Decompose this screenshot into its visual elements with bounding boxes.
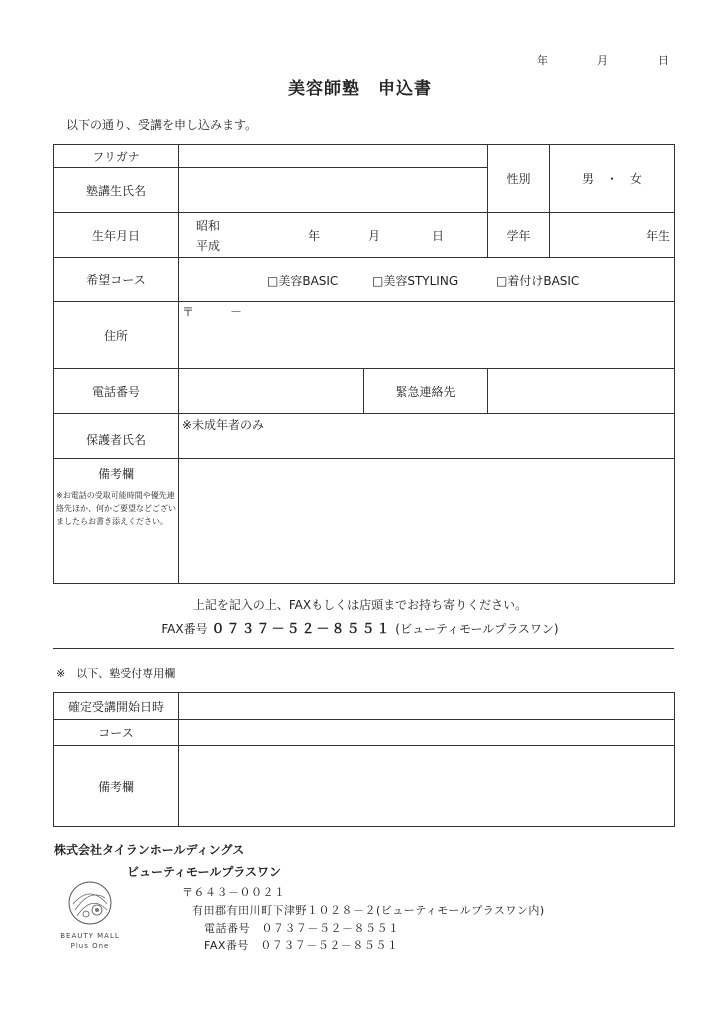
birth-year-label: 年 [308, 229, 321, 243]
course-label: 希望コース [54, 258, 179, 302]
phone-field[interactable] [179, 369, 364, 414]
grade-field[interactable] [550, 213, 675, 258]
emergency-label: 緊急連絡先 [364, 369, 488, 414]
fax-suffix: (ビューティモールプラスワン) [395, 622, 559, 636]
remarks-note: ※お電話の受取可能時間や優先連絡先ほか、何かご要望などございましたらお書き添えください。 [56, 491, 176, 526]
fax-line [0, 618, 720, 637]
beauty-mall-logo-icon [67, 880, 113, 926]
emergency-field[interactable] [488, 369, 675, 414]
page-title: 美容師塾 申込書 [288, 79, 432, 99]
course-option-styling[interactable]: □美容STYLING [372, 273, 459, 288]
gender-label: 性別 [488, 145, 550, 213]
guardian-field[interactable] [179, 414, 675, 459]
era-showa: 昭和 [196, 219, 221, 233]
guardian-label: 保護者氏名 [54, 414, 179, 459]
student-name-label: 塾講生氏名 [54, 168, 179, 213]
submit-instruction: 上記を記入の上、FAXもしくは店頭までお持ち寄りください。 [192, 598, 528, 612]
grade-label: 学年 [488, 213, 550, 258]
remarks-cell [54, 459, 179, 584]
course-option-kitsuke[interactable]: □着付けBASIC [496, 273, 580, 288]
birth-month-label: 月 [368, 229, 381, 243]
fax-number: ０７３７－５２－８５５１ [211, 622, 392, 637]
office-use-note: ※ 以下、塾受付専用欄 [56, 667, 176, 680]
birth-day-label: 日 [432, 229, 445, 243]
shop-name: ビューティモールプラスワン [127, 865, 281, 879]
office-remarks-label: 備考欄 [54, 746, 179, 827]
section-divider [53, 648, 674, 649]
student-name-field[interactable] [179, 168, 488, 213]
company-address: 有田郡有田川町下津野１０２８－２(ビューティモールプラスワン内) [192, 904, 545, 917]
office-course-field[interactable] [179, 720, 675, 746]
era-heisei: 平成 [196, 239, 221, 253]
intro-text: 以下の通り、受講を申し込みます。 [66, 118, 258, 132]
remarks-field[interactable] [179, 459, 675, 584]
address-field[interactable] [179, 302, 675, 369]
remarks-label: 備考欄 [97, 467, 134, 481]
start-date-field[interactable] [179, 693, 675, 720]
phone-label: 電話番号 [54, 369, 179, 414]
office-remarks-field[interactable] [179, 746, 675, 827]
course-option-basic[interactable]: □美容BASIC [267, 273, 339, 288]
postal-prefix: 〒 － [182, 305, 243, 319]
day-label: 日 [658, 54, 669, 67]
company-fax: FAX番号 ０７３７－５２－８５５１ [204, 939, 399, 952]
company-postal: 〒６４３－００２１ [182, 886, 286, 899]
birthdate-label: 生年月日 [54, 213, 179, 258]
course-options-field [179, 258, 675, 302]
furigana-field[interactable] [179, 145, 488, 168]
guardian-note: ※未成年者のみ [182, 418, 265, 432]
office-course-label: コース [54, 720, 179, 746]
application-form [53, 144, 675, 584]
fax-prefix: FAX番号 [161, 622, 208, 636]
start-date-label: 確定受講開始日時 [54, 693, 179, 720]
company-phone: 電話番号 ０７３７－５２－８５５１ [204, 922, 400, 935]
gender-options[interactable]: 男 ・ 女 [550, 145, 675, 213]
address-label: 住所 [54, 302, 179, 369]
furigana-label: フリガナ [54, 145, 179, 168]
office-use-table [53, 692, 675, 827]
logo-line-2: Plus One [70, 942, 110, 950]
logo-line-1: BEAUTY MALL [60, 932, 120, 940]
month-label: 月 [597, 54, 608, 67]
company-name: 株式会社タイランホールディングス [54, 843, 245, 857]
grade-suffix: 年生 [645, 228, 670, 243]
birthdate-field[interactable] [179, 213, 488, 258]
year-label: 年 [537, 54, 548, 67]
